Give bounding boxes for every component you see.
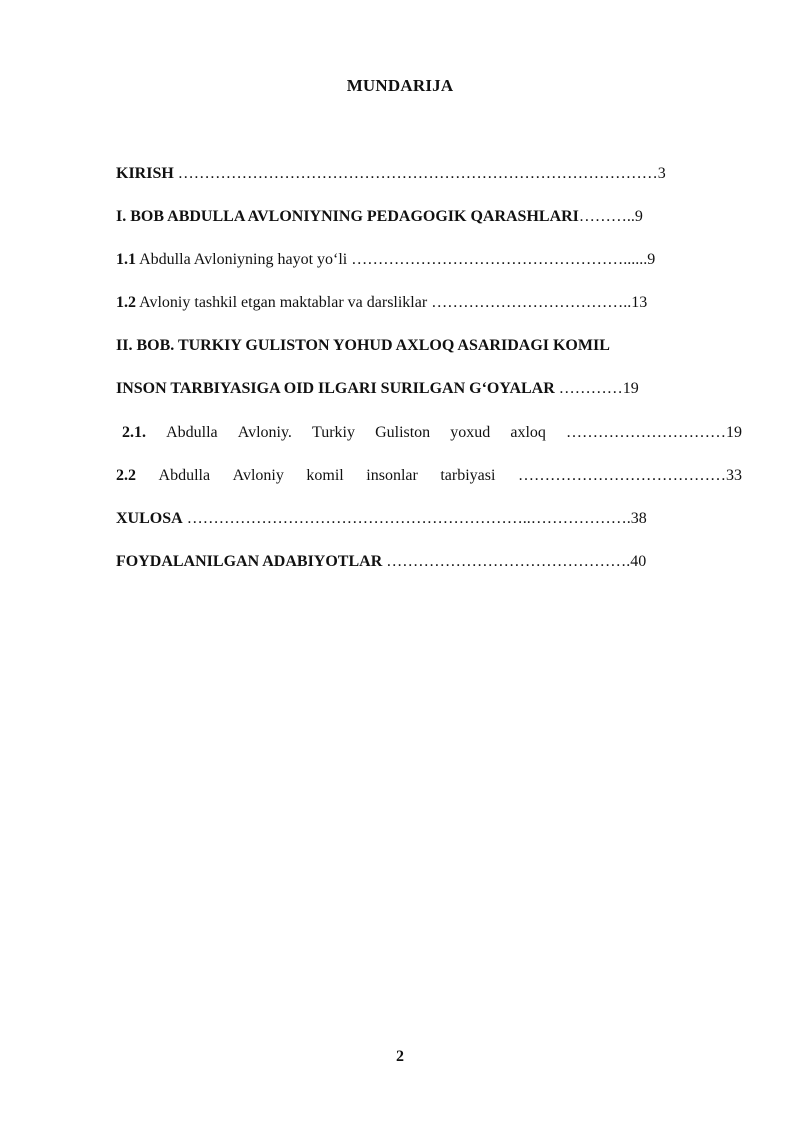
- toc-page-number: 19: [725, 424, 742, 441]
- toc-page-number: 19: [622, 380, 639, 397]
- toc-entry-word: yoxud: [450, 424, 491, 441]
- toc-entry-word: insonlar: [366, 467, 418, 484]
- toc-page-number: 13: [631, 294, 648, 311]
- toc-entry-label: Avloniy tashkil etgan maktablar va darsliklar: [136, 294, 428, 311]
- toc-entry-chapter-1[interactable]: [116, 207, 742, 227]
- toc-page-number: 9: [647, 251, 656, 268]
- toc-entry-word: komil: [306, 467, 344, 484]
- toc-entry-chapter-2-line-1[interactable]: [116, 336, 742, 356]
- page-title: MUNDARIJA: [346, 76, 454, 95]
- toc-entry-word: Abdulla: [166, 424, 218, 441]
- toc-entry-section-2-2[interactable]: [116, 466, 742, 486]
- toc-entry-word: axloq: [510, 424, 546, 441]
- toc-entry-word: Avloniy: [232, 467, 284, 484]
- toc-entry-word: tarbiyasi: [440, 467, 496, 484]
- toc-entry-label: Abdulla Avloniyning hayot yo‘li: [136, 251, 348, 268]
- toc-section-number: 1.2: [116, 294, 136, 311]
- page-number: 2: [396, 1048, 404, 1065]
- toc-entry-xulosa[interactable]: [116, 509, 742, 529]
- toc-section-number: 1.1: [116, 251, 136, 268]
- toc-leader-dots: …………………………: [565, 424, 726, 441]
- toc-section-number: 2.1.: [122, 424, 146, 441]
- toc-page-number: 33: [725, 467, 742, 484]
- toc-entry-label: II. BOB. TURKIY GULISTON YOHUD AXLOQ ASARIDAGI KOMIL: [116, 337, 610, 354]
- toc-entry-kirish[interactable]: [116, 164, 742, 184]
- toc-entry-label: I. BOB ABDULLA AVLONIYNING PEDAGOGIK QARASHLARI: [116, 208, 579, 225]
- toc-entry-label: KIRISH: [116, 165, 174, 182]
- toc-page-number: 40: [630, 553, 647, 570]
- toc-leader-dots: …………: [554, 380, 623, 397]
- toc-section-number: 2.2: [116, 467, 136, 484]
- toc-entry-label: XULOSA: [116, 510, 183, 527]
- toc-entry-section-2-1[interactable]: [122, 423, 742, 443]
- toc-leader-dots: ………………………………………………………..……………….: [182, 510, 631, 527]
- toc-entry-word: Avloniy.: [237, 424, 292, 441]
- toc-leader-dots: ……………………………………….: [382, 553, 631, 570]
- toc-entry-label: INSON TARBIYASIGA OID ILGARI SURILGAN G‘OYALAR: [116, 380, 555, 397]
- toc-leader-dots: ………………………………………………………………………………: [173, 165, 658, 182]
- toc-entry-word: Turkiy: [312, 424, 355, 441]
- toc-leader-dots: ……………………………………………......: [347, 251, 648, 268]
- toc-entry-section-1-2[interactable]: [116, 293, 742, 313]
- toc-entry-word: Abdulla: [158, 467, 211, 484]
- toc-leader-dots: ………………………………..: [427, 294, 632, 311]
- toc-entry-section-1-1[interactable]: [116, 250, 742, 270]
- toc-entry-references[interactable]: [116, 552, 742, 572]
- toc-entry-word: Guliston: [375, 424, 431, 441]
- toc-page-number: 3: [657, 165, 666, 182]
- toc-leader-dots: ………..: [578, 208, 635, 225]
- toc-page-number: 9: [634, 208, 643, 225]
- toc-entry-chapter-2-line-2[interactable]: [116, 379, 742, 399]
- toc-page-number: 38: [630, 510, 647, 527]
- toc-entry-label: FOYDALANILGAN ADABIYOTLAR: [116, 553, 383, 570]
- toc-leader-dots: …………………………………: [517, 467, 726, 484]
